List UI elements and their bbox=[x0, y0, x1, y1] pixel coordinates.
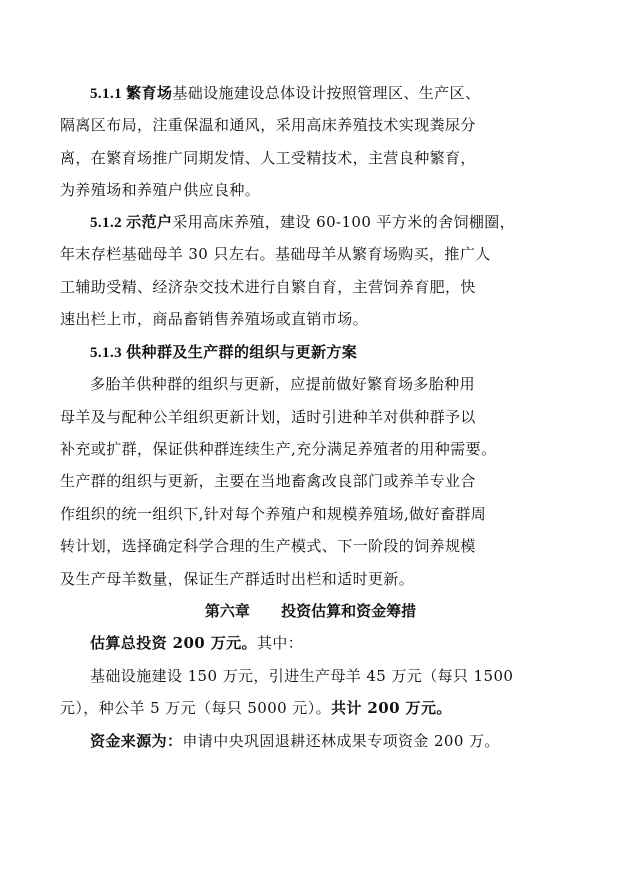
section-term: 繁育场 bbox=[126, 84, 173, 102]
investment-detail-line-1: 基础设施建设 150 万元，引进生产母羊 45 万元（每只 1500 bbox=[90, 667, 514, 685]
funding-source-label: 资金来源为： bbox=[90, 732, 183, 750]
text-run: 基础设施建设总体设计按照管理区、生产区、 bbox=[172, 84, 481, 102]
section-5-1-3-line-2: 母羊及与配种公羊组织更新计划，适时引进种羊对供种群予以 bbox=[60, 408, 476, 426]
section-number: 5.1.2 bbox=[90, 215, 127, 231]
investment-total-sum: 共计 200 万元。 bbox=[331, 699, 452, 717]
total-investment-line bbox=[90, 633, 560, 653]
section-5-1-3-line-1: 多胎羊供种群的组织与更新，应提前做好繁育场多胎种用 bbox=[90, 375, 476, 393]
section-5-1-3-line-4: 生产群的组织与更新，主要在当地畜禽改良部门或养羊专业合 bbox=[60, 472, 476, 490]
chapter-heading: 第六章 投资估算和资金筹措 bbox=[204, 602, 417, 620]
section-number: 5.1.3 bbox=[90, 345, 127, 361]
funding-source-text: 申请中央巩固退耕还林成果专项资金 200 万。 bbox=[182, 732, 500, 750]
section-title: 供种群及生产群的组织与更新方案 bbox=[126, 343, 358, 361]
section-5-1-3-line-7: 及生产母羊数量，保证生产群适时出栏和适时更新。 bbox=[60, 570, 415, 588]
funding-source-line bbox=[90, 731, 560, 751]
section-5-1-1-line-1 bbox=[90, 83, 560, 104]
section-5-1-3-line-6: 转计划，选择确定科学合理的生产模式、下一阶段的饲养规模 bbox=[60, 537, 476, 555]
investment-detail-line-2 bbox=[60, 698, 560, 718]
section-5-1-2-line-4: 速出栏上市，商品畜销售养殖场或直销市场。 bbox=[60, 310, 369, 328]
section-5-1-3-line-3: 补充或扩群，保证供种群连续生产,充分满足养殖者的用种需要。 bbox=[60, 440, 497, 458]
total-investment-label: 估算总投资 200 万元。 bbox=[90, 634, 257, 652]
section-5-1-1-line-4: 为养殖场和养殖户供应良种。 bbox=[60, 181, 261, 199]
section-5-1-1-line-3: 离，在繁育场推广同期发情、人工受精技术，主营良种繁育， bbox=[60, 149, 476, 167]
section-5-1-3-line-5: 作组织的统一组织下,针对每个养殖户和规模养殖场,做好畜群周 bbox=[60, 505, 487, 523]
section-5-1-2-line-2: 年末存栏基础母羊 30 只左右。基础母羊从繁育场购买，推广人 bbox=[60, 245, 491, 263]
section-5-1-2-line-1 bbox=[90, 212, 560, 233]
section-5-1-1-line-2: 隔离区布局，注重保温和通风，采用高床养殖技术实现粪尿分 bbox=[60, 116, 476, 134]
text-run: 采用高床养殖，建设 60-100 平方米的舍饲棚圈， bbox=[172, 213, 516, 231]
section-term: 示范户 bbox=[126, 213, 173, 231]
total-investment-suffix: 其中： bbox=[256, 634, 304, 652]
investment-detail-text: 元），种公羊 5 万元（每只 5000 元）。 bbox=[60, 699, 331, 717]
section-5-1-2-line-3: 工辅助受精、经济杂交技术进行自繁自育，主营饲养育肥，快 bbox=[60, 278, 476, 296]
section-5-1-3-heading bbox=[90, 342, 560, 363]
section-number: 5.1.1 bbox=[90, 86, 127, 102]
